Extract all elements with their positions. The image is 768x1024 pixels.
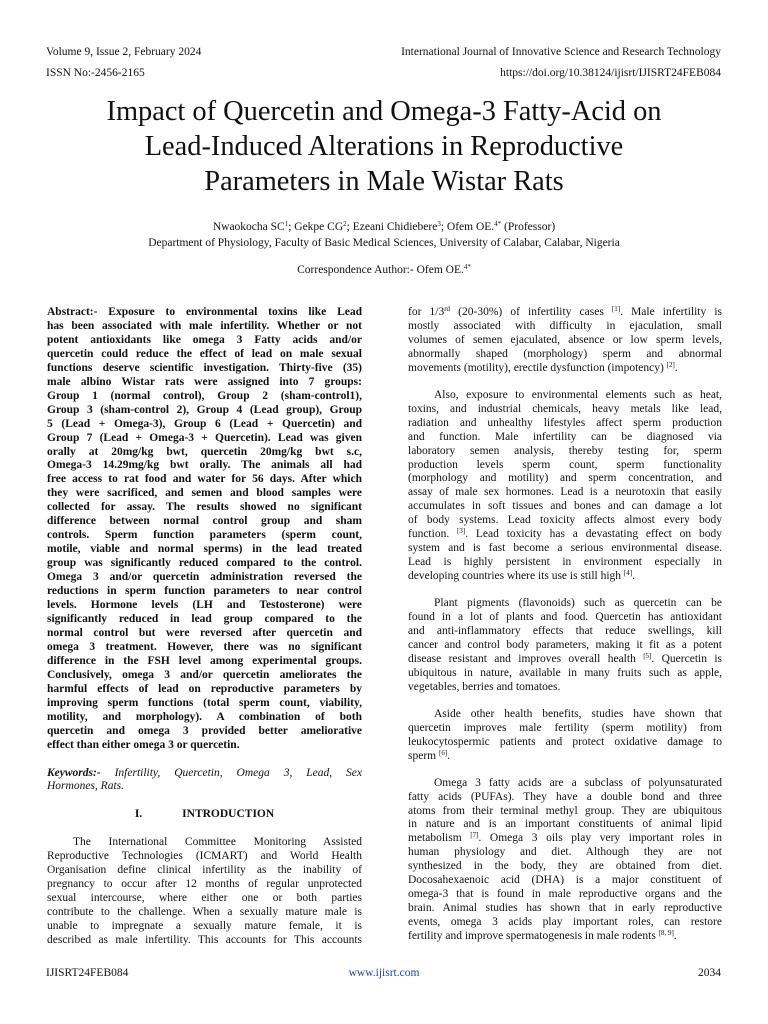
abstract-line: quercetin and omega 3 provided better ameliorative <box>47 724 362 737</box>
body-line: cancer and control body parameters, making it fit as a potent <box>408 638 722 651</box>
abstract-line: motile, viable and normal sperms) in the lead treated <box>47 543 362 556</box>
body-line: disease resistant and improves overall health [5]. Quercetin is <box>408 652 722 665</box>
body-line: system and is fast become a serious environmental disease. <box>408 542 722 555</box>
body-line: abnormally shaped (morphology) sperm and abnormal <box>408 347 722 360</box>
citation[interactable]: [6] <box>438 748 448 757</box>
body-line: quercetin improves male fertility (sperm motility) from <box>408 721 722 734</box>
abstract-line: has been associated with male infertility. Whether or not <box>47 319 362 332</box>
keywords-line: Hormones, Rats. <box>47 780 124 793</box>
abstract <box>47 306 362 753</box>
body-line: movements (motility), erectile dysfunction (impotency) [2]. <box>408 360 678 374</box>
introduction-paragraph <box>47 836 362 948</box>
affiliation-mark: 3 <box>437 220 441 228</box>
body-line: fatty acids (PUFAs). They have a double bond and three <box>408 790 722 803</box>
body-line: unable to impregnate a sexually mature female, it is <box>47 920 362 933</box>
spacer <box>408 695 722 708</box>
abstract-line: potent antioxidants like omega 3 Fatty acids and/or <box>47 333 362 346</box>
abstract-line: free access to rat food and water for 56 days. After which <box>47 473 362 486</box>
body-line: Omega 3 fatty acids are a subclass of polyunsaturated <box>434 776 722 789</box>
spacer <box>47 794 362 808</box>
footer-article-id: IJISRT24FEB084 <box>46 967 129 979</box>
abstract-line: Omega-3 14.29mg/kg bwt orally. The animals all had <box>47 459 362 472</box>
abstract-line: harmful effects of lead on reproductive parameters by <box>47 682 362 695</box>
body-line: brain. Animal studies has shown that in early reproductive <box>408 902 722 915</box>
abstract-line: Group 7 (Lead + Omega-3 + Quercetin). Lead was given <box>47 431 362 444</box>
author-name: ; Ezeani Chidiebere <box>346 221 438 233</box>
paragraph <box>408 389 722 584</box>
body-line: in nature and is an important constituents of animal lipid <box>408 818 722 831</box>
issn: ISSN No:-2456-2165 <box>46 67 145 79</box>
body-line: human physiology and diet. Although they are not <box>408 846 722 859</box>
body-line: synthesized in the body, they are obtained from diet. <box>408 860 722 873</box>
abstract-line: collected for assay. The results showed no significant <box>47 501 362 514</box>
keywords <box>47 767 362 795</box>
abstract-line: reductions in sperm function parameters to near control <box>47 585 362 598</box>
body-line: accumulates in soft tissues and bones and can damage a lot <box>408 500 722 513</box>
body-line: assay of male sex hormones. Lead is a neurotoxin that easily <box>408 486 722 499</box>
citation[interactable]: [4] <box>623 569 633 578</box>
body-line: events, omega 3 acids play important roles, can restore <box>408 916 722 929</box>
body-line: radiation and unhealthy lifestyles affect sperm production <box>408 416 722 429</box>
body-line: Lead is highly persistent in environment especially in <box>408 556 722 569</box>
abstract-line: difference in the FSH level among experimental groups. <box>47 654 362 667</box>
body-line: laboratory semen analysis, thereby testing for, sperm <box>408 444 722 457</box>
author-name: ; Gekpe CG <box>288 221 344 233</box>
correspondence-label: Correspondence Author:- Ofem OE. <box>297 264 464 276</box>
body-line: Organisation define clinical infertility as the inability of <box>47 864 362 877</box>
paragraph <box>408 777 722 944</box>
abstract-line: male albino Wistar rats were assigned into 7 groups: <box>47 375 362 388</box>
paper-title <box>46 94 722 199</box>
body-line: contribute to the challenge. When a sexually mature male is <box>47 906 362 919</box>
correspondence-author <box>46 263 722 278</box>
body-line: production levels sperm count, sperm functionality <box>408 458 722 471</box>
body-line: ubiquitous in nature, available in many fruits such as apple, <box>408 666 722 679</box>
body-line: toxins, and industrial chemicals, heavy metals like lead, <box>408 402 722 415</box>
citation[interactable]: [2] <box>666 360 675 369</box>
abstract-line: levels. Hormone levels (LH and Testosterone) were <box>47 599 362 612</box>
keywords-text: Infertility, Quercetin, Omega 3, Lead, Sex <box>100 766 362 779</box>
body-line: described as male infertility. This accounts for This accounts <box>47 934 362 947</box>
abstract-line: Abstract:- Exposure to environmental toxins like Lead <box>47 306 362 318</box>
abstract-line: motility, and morphology). A combination of both <box>47 710 362 723</box>
title-line: Parameters in Male Wistar Rats <box>204 166 564 197</box>
title-line: Lead-Induced Alterations in Reproductive <box>144 131 624 162</box>
section-number: I. <box>134 808 143 821</box>
left-column <box>47 306 362 948</box>
superscript: rd <box>444 306 451 313</box>
body-line: fertility and improve spermatogenesis in male rodents [8, 9]. <box>408 929 677 943</box>
body-line: atoms from their terminal methyl group. They are ubiquitous <box>408 804 722 817</box>
body-line: of body systems. Lead toxicity affects almost every body <box>408 514 722 527</box>
abstract-line: orally at 20mg/kg bwt, quercetin 20mg/kg bwt s.c, <box>47 445 362 458</box>
paragraph <box>408 306 722 376</box>
body-line: Docosahexaenoic acid (DHA) is a major constituent of <box>408 874 722 887</box>
paragraph <box>408 597 722 695</box>
keywords-line <box>47 767 362 781</box>
author-name: Nwaokocha SC <box>212 221 285 233</box>
affiliation-mark: 1 <box>284 220 289 228</box>
abstract-line: group was significantly reduced compared to the control. <box>47 557 362 570</box>
abstract-line: Group 1 (normal control), Group 2 (sham-control1), <box>47 389 362 402</box>
citation[interactable]: [7] <box>470 832 479 840</box>
page-number: 2034 <box>698 967 721 979</box>
affiliation-mark: 2 <box>343 220 347 228</box>
spacer <box>408 376 722 389</box>
title-line: Impact of Quercetin and Omega-3 Fatty-Acid on <box>106 96 662 127</box>
citation[interactable]: [3] <box>457 528 466 536</box>
journal-name: International Journal of Innovative Science and Research Technology <box>401 46 721 58</box>
abstract-line: quercetin could reduce the effect of lead on male sexual <box>47 347 362 360</box>
paragraph <box>408 708 722 764</box>
body-line: mostly associated with difficulty in ejaculation, small <box>408 319 722 332</box>
affiliation-mark: 4* <box>463 263 471 271</box>
body-line: metabolism [7]. Omega 3 oils play very important roles in <box>408 832 722 845</box>
right-column <box>408 306 722 944</box>
author-list <box>46 220 722 235</box>
body-line: pregnancy to occur after 12 months of regular unprotected <box>47 878 362 891</box>
section-heading <box>47 808 362 822</box>
body-line: sperm [6]. <box>408 748 451 762</box>
body-line: (morphology and motility) and sperm concentration, and <box>408 472 722 485</box>
abstract-line: Conclusively, omega 3 and/or quercetin ameliorates the <box>47 668 362 681</box>
spacer <box>408 584 722 597</box>
body-line: and anti-inflammatory effects that reduce swellings, kill <box>408 625 722 638</box>
body-line: Also, exposure to environmental elements such as heat, <box>434 388 722 401</box>
body-line: sexual intercourse, where either one or both parties <box>47 892 362 905</box>
abstract-line: functions deserve scientific investigation. Thirty-five (35) <box>47 361 362 374</box>
citation[interactable]: [1] <box>611 306 621 313</box>
author-name: ; Ofem OE. <box>440 221 495 233</box>
abstract-line: controls. Sperm function parameters (sperm count, <box>47 529 362 542</box>
spacer <box>47 822 362 836</box>
citation[interactable]: [8, 9] <box>658 929 674 938</box>
body-line: Aside other health benefits, studies have shown that <box>434 707 722 720</box>
body-line: Reproductive Technologies (ICMART) and World Health <box>47 850 362 863</box>
keywords-label: Keywords:- <box>47 766 101 779</box>
body-line: volumes of semen ejaculated, absence or low sperm levels, <box>408 333 722 346</box>
abstract-line: Omega 3 and/or quercetin administration reversed the <box>47 571 362 584</box>
body-line: for 1/3rd (20-30%) of infertility cases [1]. Male infertility is <box>408 306 722 318</box>
abstract-line: significantly reduced in lead group compared to the <box>47 612 362 625</box>
abstract-line: omega 3 treatment. However, there was no significant <box>47 640 362 653</box>
body-line: Plant pigments (flavonoids) such as quercetin can be <box>434 597 722 610</box>
abstract-line: normal control but were reversed after quercetin and <box>47 626 362 639</box>
body-line: leukocytospermic patients and protect oxidative damage to <box>408 735 722 748</box>
volume-issue: Volume 9, Issue 2, February 2024 <box>46 46 202 58</box>
abstract-line: difference between normal control group and sham <box>47 515 362 528</box>
affiliation: Department of Physiology, Faculty of Basic Medical Sciences, University of Calabar, Calabar, Nigeria <box>148 237 620 249</box>
spacer <box>408 764 722 777</box>
abstract-line: 5 (Lead + Omega-3), Group 6 (Lead + Quercetin) and <box>47 417 362 430</box>
body-line: omega-3 that is found in male reproductive organs and the <box>408 888 722 901</box>
abstract-line: effect than either omega 3 or quercetin. <box>47 738 240 751</box>
body-line: vegetables, berries and tomatoes. <box>408 680 561 693</box>
abstract-line: improving sperm functions (total sperm count, viability, <box>47 696 362 709</box>
body-line: developing countries where its use is still high [4]. <box>408 569 635 583</box>
abstract-line: Group 3 (sham-control 2), Group 4 (Lead group), Group <box>47 403 362 416</box>
affiliation-mark: 4* <box>494 220 502 228</box>
section-title: INTRODUCTION <box>182 808 275 821</box>
body-line: and function. Male infertility can be diagnosed via <box>408 430 722 443</box>
spacer <box>47 753 362 767</box>
footer-website-link[interactable]: www.ijisrt.com <box>348 967 420 979</box>
body-line: found in a lot of plants and food. Quercetin has antioxidant <box>408 611 722 624</box>
abstract-line: they were sacrificed, and semen and blood samples were <box>47 487 362 500</box>
doi-link[interactable]: https://doi.org/10.38124/ijisrt/IJISRT24FEB084 <box>500 67 721 79</box>
body-line: The International Committee Monitoring Assisted <box>73 836 362 849</box>
author-role: (Professor) <box>501 221 556 233</box>
body-line: function. [3]. Lead toxicity has a devastating effect on body <box>408 528 722 541</box>
citation[interactable]: [5] <box>643 652 652 660</box>
